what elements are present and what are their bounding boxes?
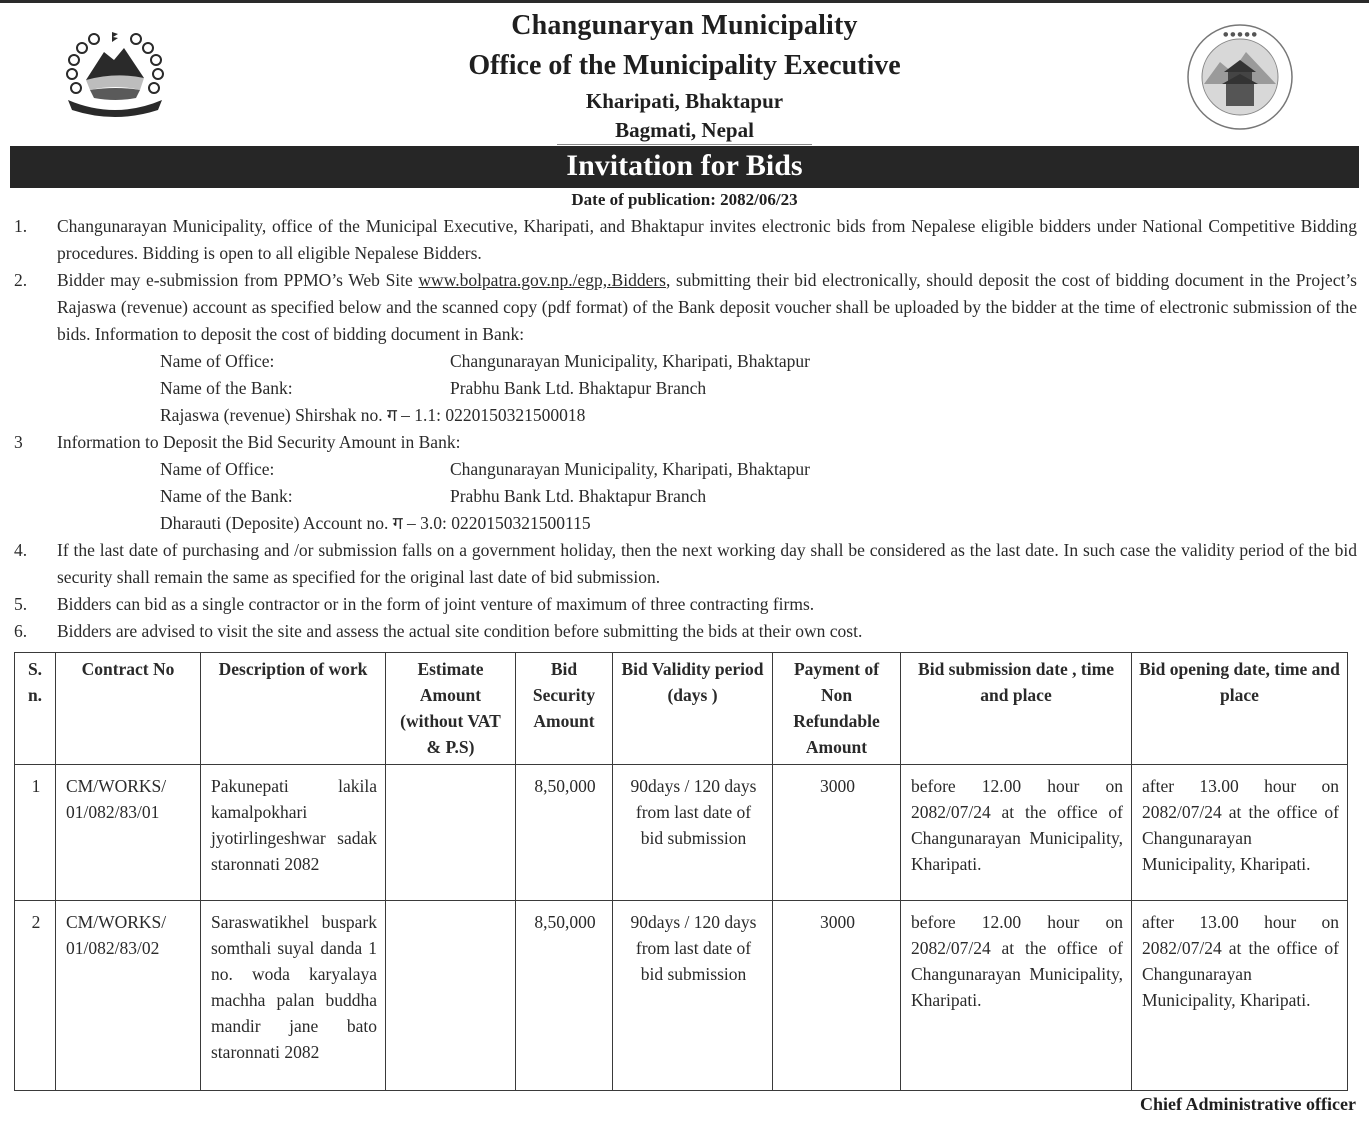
clause-text: Bidders can bid as a single contractor or in the form of joint venture of maximum of three contracting firms. xyxy=(57,594,815,614)
clause-text-part: , submitting their bid electronically, should deposit the cost of bidding document in the Project’s Rajaswa (revenue) account as specified below and the scanned copy (pdf format) of the Bank deposit voucher shall be uploaded by the bidder at the time of electronic submission of the bids. Information to deposit the cost of bidding document in Bank: xyxy=(57,270,1357,344)
header-underline xyxy=(557,144,812,145)
cell-submission: before 12.00 hour on 2082/07/24 at the office of Changunarayan Municipality, Kharipati. xyxy=(901,901,1132,1091)
top-border-rule xyxy=(0,0,1369,3)
clause-text: If the last date of purchasing and /or submission falls on a government holiday, then the next working day shall be considered as the last date. In such case the validity period of the bid security shall remain the same as specified for the original last date of bid submission. xyxy=(57,540,1357,587)
cell-bid-security: 8,50,000 xyxy=(516,901,613,1091)
clause-number: 1. xyxy=(14,216,28,236)
detail-value: Changunarayan Municipality, Kharipati, Bhaktapur xyxy=(450,459,810,479)
office-name: Office of the Municipality Executive xyxy=(468,50,901,81)
column-header: Estimate Amount (without VAT & P.S) xyxy=(386,653,516,765)
cell-opening: after 13.00 hour on 2082/07/24 at the office of Changunarayan Municipality, Kharipati. xyxy=(1132,765,1348,901)
cell-submission: before 12.00 hour on 2082/07/24 at the office of Changunarayan Municipality, Kharipati. xyxy=(901,765,1132,901)
address-line-2: Bagmati, Nepal xyxy=(615,118,754,142)
bids-table xyxy=(14,652,1348,1091)
column-header: Description of work xyxy=(201,653,386,765)
cell-description: Pakunepati lakila kamalpokhari jyotirlingeshwar sadak staronnati 2082 xyxy=(201,765,386,901)
clause-number: 4. xyxy=(14,540,28,560)
signature-title: Chief Administrative officer xyxy=(1140,1094,1356,1114)
column-header: Contract No xyxy=(56,653,201,765)
detail-value: Prabhu Bank Ltd. Bhaktapur Branch xyxy=(450,378,707,398)
detail-label: Name of Office: xyxy=(160,459,275,479)
detail-label: Name of Office: xyxy=(160,351,275,371)
cell-sn: 2 xyxy=(15,901,56,1091)
table-row xyxy=(15,901,1348,1091)
detail-label: Name of the Bank: xyxy=(160,378,293,398)
column-header: Bid opening date, time and place xyxy=(1132,653,1348,765)
column-header: Bid submission date , time and place xyxy=(901,653,1132,765)
column-header: S. n. xyxy=(15,653,56,765)
detail-label: Name of the Bank: xyxy=(160,486,293,506)
bolpatra-link[interactable]: www.bolpatra.gov.np./egp,.Bidders xyxy=(418,270,666,290)
cell-payment: 3000 xyxy=(773,765,901,901)
column-header: Payment of Non Refundable Amount xyxy=(773,653,901,765)
clause-text-part: Bidder may e-submission from PPMO’s Web Site xyxy=(57,270,419,290)
clause-number: 5. xyxy=(14,594,28,614)
clause-text: Information to Deposit the Bid Security Amount in Bank: xyxy=(57,432,461,452)
cell-opening: after 13.00 hour on 2082/07/24 at the office of Changunarayan Municipality, Kharipati. xyxy=(1132,901,1348,1091)
deposit-account-line: Dharauti (Deposite) Account no. ग – 3.0: 0220150321500115 xyxy=(160,513,591,533)
cell-bid-security: 8,50,000 xyxy=(516,765,613,901)
cell-description: Saraswatikhel buspark somthali suyal danda 1 no. woda karyalaya machha palan buddha mandir jane bato staronnati 2082 xyxy=(201,901,386,1091)
clause-number: 3 xyxy=(14,432,23,452)
column-header: Bid Security Amount xyxy=(516,653,613,765)
cell-validity: 90days / 120 days from last date of bid submission xyxy=(613,901,773,1091)
cell-estimate-amount xyxy=(386,901,516,1091)
cell-sn: 1 xyxy=(15,765,56,901)
cell-validity: 90days / 120 days from last date of bid submission xyxy=(613,765,773,901)
cell-payment: 3000 xyxy=(773,901,901,1091)
revenue-account-line: Rajaswa (revenue) Shirshak no. ग – 1.1: 0220150321500018 xyxy=(160,405,586,425)
clause-number: 6. xyxy=(14,621,28,641)
clause-text: Bidders are advised to visit the site and assess the actual site condition before submitting the bids at their own cost. xyxy=(57,621,863,641)
clause-text xyxy=(57,267,1357,348)
clause-number: 2. xyxy=(14,270,28,290)
cell-estimate-amount xyxy=(386,765,516,901)
cell-contract-no: CM/WORKS/ 01/082/83/01 xyxy=(56,765,201,901)
table-header-row xyxy=(15,653,1348,765)
address-line-1: Kharipati, Bhaktapur xyxy=(585,89,784,113)
column-header: Bid Validity period (days ) xyxy=(613,653,773,765)
svg-text:● ● ● ● ●: ● ● ● ● ● xyxy=(1223,31,1257,38)
cell-contract-no: CM/WORKS/ 01/082/83/02 xyxy=(56,901,201,1091)
table-row xyxy=(15,765,1348,901)
page-title: Invitation for Bids xyxy=(566,149,803,182)
publication-date: Date of publication: 2082/06/23 xyxy=(571,190,798,209)
detail-value: Prabhu Bank Ltd. Bhaktapur Branch xyxy=(450,486,707,506)
municipality-name: Changunaryan Municipality xyxy=(511,10,858,41)
clause-text: Changunarayan Municipality, office of the Municipal Executive, Kharipati, and Bhaktapur invites electronic bids from Nepalese eligible bidders under National Competitive Bidding procedures. Bidding is open to all eligible Nepalese Bidders. xyxy=(57,216,1357,263)
detail-value: Changunarayan Municipality, Kharipati, Bhaktapur xyxy=(450,351,810,371)
